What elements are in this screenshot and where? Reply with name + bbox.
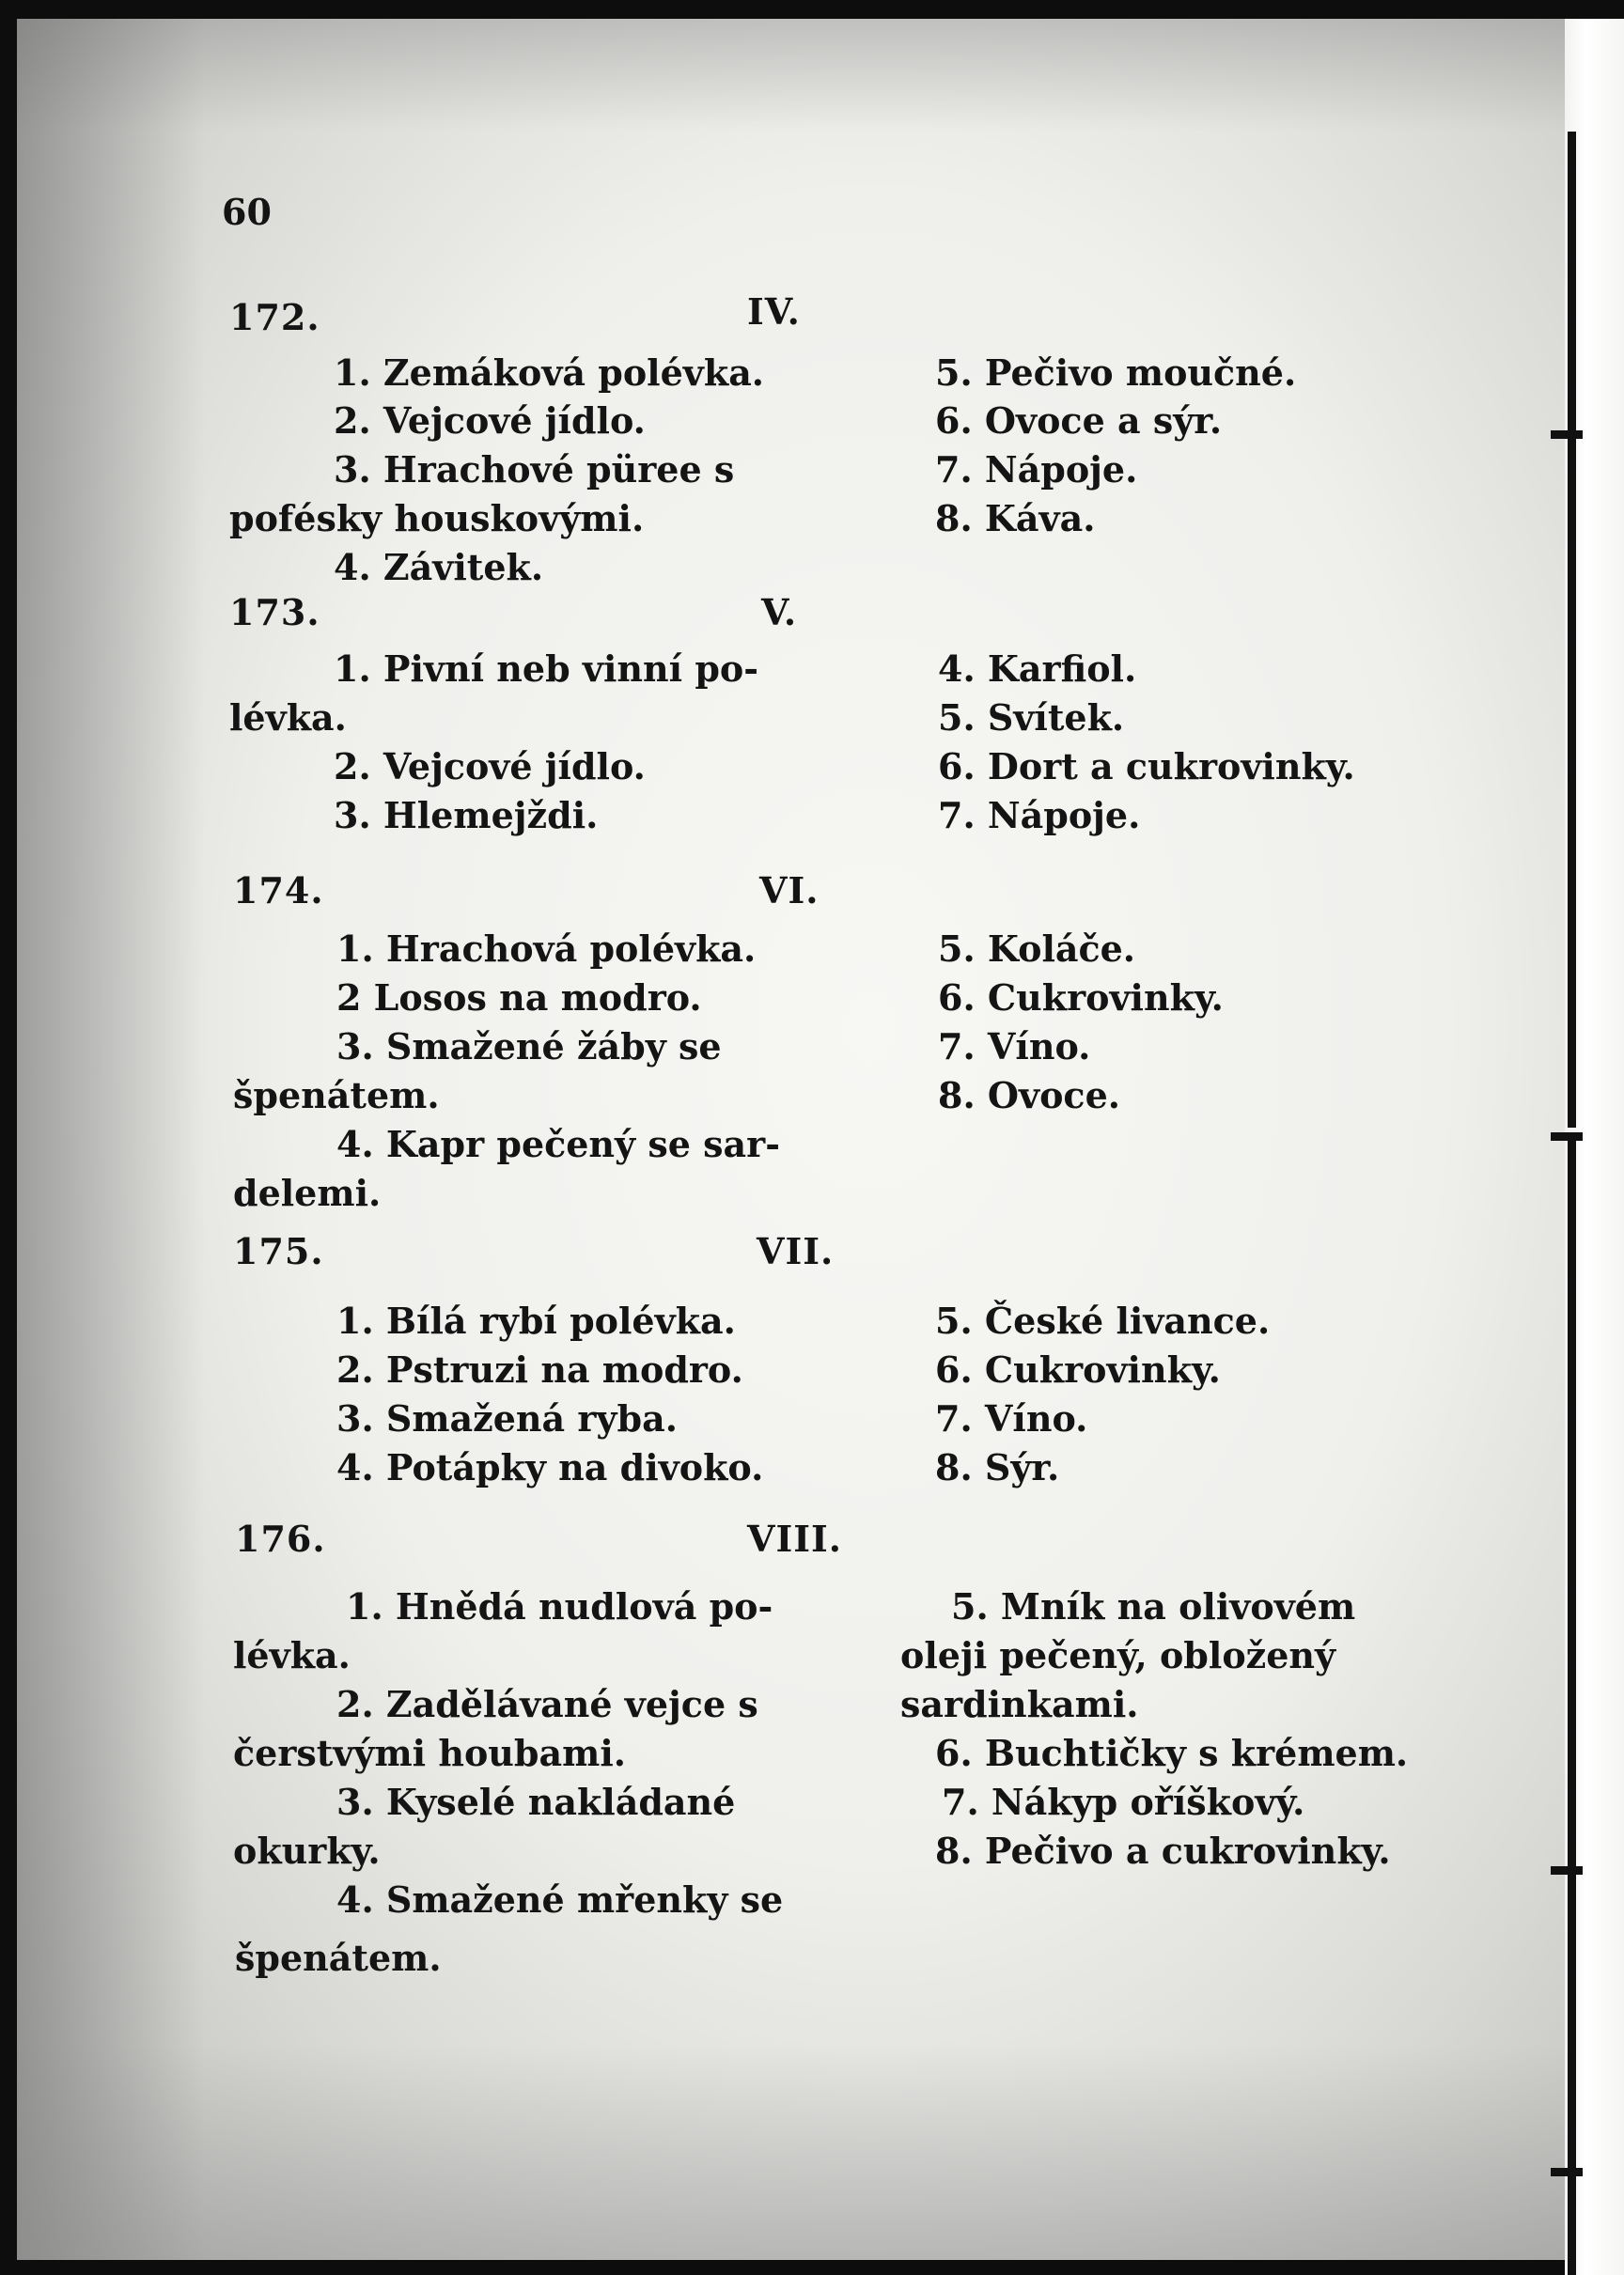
menu-roman-numeral: VII.: [757, 1230, 835, 1272]
menu-item: 2. Vejcové jídlo.: [334, 745, 646, 787]
menu-number: 173.: [229, 591, 320, 633]
menu-item: 6. Dort a cukrovinky.: [938, 745, 1355, 787]
menu-item: 2. Zadělávané vejce s: [336, 1683, 758, 1725]
menu-number: 176.: [235, 1518, 326, 1560]
book-page: [17, 19, 1568, 2260]
menu-item: 2. Vejcové jídlo.: [334, 399, 646, 442]
menu-item: 3. Hlemejždi.: [334, 794, 599, 836]
spine-rule-upper: [1568, 132, 1576, 1128]
menu-item: 1. Hnědá nudlová po-: [346, 1585, 773, 1628]
menu-item: 6. Cukrovinky.: [938, 976, 1224, 1019]
menu-item: 5. Pečivo moučné.: [935, 351, 1297, 394]
menu-item: špenátem.: [233, 1074, 440, 1116]
menu-item: lévka.: [233, 1634, 351, 1676]
page-shadow-left: [17, 19, 205, 2260]
menu-item: 8. Pečivo a cukrovinky.: [935, 1830, 1391, 1872]
menu-item: 4. Karfiol.: [938, 647, 1137, 690]
spine-mark: [1551, 1132, 1583, 1141]
menu-item: 6. Ovoce a sýr.: [935, 399, 1223, 442]
menu-item: 1. Bílá rybí polévka.: [336, 1300, 736, 1342]
menu-number: 172.: [229, 296, 320, 338]
menu-item: 3. Hrachové püree s: [334, 448, 735, 491]
menu-item: 5. Svítek.: [938, 696, 1125, 739]
menu-item: sardinkami.: [900, 1683, 1139, 1725]
menu-item: špenátem.: [235, 1937, 442, 1979]
menu-roman-numeral: VI.: [759, 869, 820, 912]
menu-item: 2 Losos na modro.: [336, 976, 702, 1019]
menu-item: 1. Zemáková polévka.: [334, 351, 765, 394]
spine-mark: [1551, 430, 1583, 439]
menu-roman-numeral: VIII.: [747, 1518, 843, 1560]
menu-item: 5. Koláče.: [938, 927, 1136, 970]
menu-item: delemi.: [233, 1172, 382, 1214]
menu-item: 6. Cukrovinky.: [935, 1348, 1221, 1391]
menu-item: 7. Nápoje.: [938, 794, 1141, 836]
menu-item: 6. Buchtičky s krémem.: [935, 1732, 1409, 1774]
menu-item: 5. České livance.: [935, 1300, 1271, 1342]
menu-item: lévka.: [229, 696, 347, 739]
menu-number: 174.: [233, 869, 324, 912]
menu-item: 5. Mník na olivovém: [951, 1585, 1356, 1628]
page-number: 60: [222, 191, 272, 233]
menu-item: 7. Nákyp oříškový.: [942, 1781, 1305, 1823]
menu-item: 4. Smažené mřenky se: [336, 1878, 784, 1921]
menu-item: oleji pečený, obložený: [900, 1634, 1336, 1676]
page-shadow-top: [17, 19, 1568, 132]
menu-item: 1. Pivní neb vinní po-: [334, 647, 759, 690]
menu-item: 7. Víno.: [938, 1025, 1091, 1067]
page-shadow-bottom: [17, 2044, 1568, 2260]
menu-item: pofésky houskovými.: [229, 497, 645, 539]
menu-item: 7. Víno.: [935, 1397, 1088, 1440]
menu-roman-numeral: V.: [761, 591, 798, 633]
menu-item: 3. Kyselé nakládané: [336, 1781, 736, 1823]
menu-number: 175.: [233, 1230, 324, 1272]
menu-item: 4. Potápky na divoko.: [336, 1446, 764, 1488]
menu-item: 8. Káva.: [935, 497, 1096, 539]
menu-item: okurky.: [233, 1830, 381, 1872]
menu-item: 8. Sýr.: [935, 1446, 1060, 1488]
menu-item: 3. Smažené žáby se: [336, 1025, 722, 1067]
menu-item: 2. Pstruzi na modro.: [336, 1348, 743, 1391]
menu-item: 1. Hrachová polévka.: [336, 927, 757, 970]
menu-item: 4. Závitek.: [334, 546, 544, 588]
menu-item: 3. Smažená ryba.: [336, 1397, 678, 1440]
spine-mark: [1551, 2168, 1583, 2176]
spine-mark: [1551, 1866, 1583, 1875]
menu-roman-numeral: IV.: [747, 290, 801, 333]
menu-item: čerstvými houbami.: [233, 1732, 626, 1774]
spine-rule-lower: [1568, 1137, 1576, 2275]
menu-item: 7. Nápoje.: [935, 448, 1138, 491]
menu-item: 8. Ovoce.: [938, 1074, 1120, 1116]
menu-item: 4. Kapr pečený se sar-: [336, 1123, 780, 1165]
